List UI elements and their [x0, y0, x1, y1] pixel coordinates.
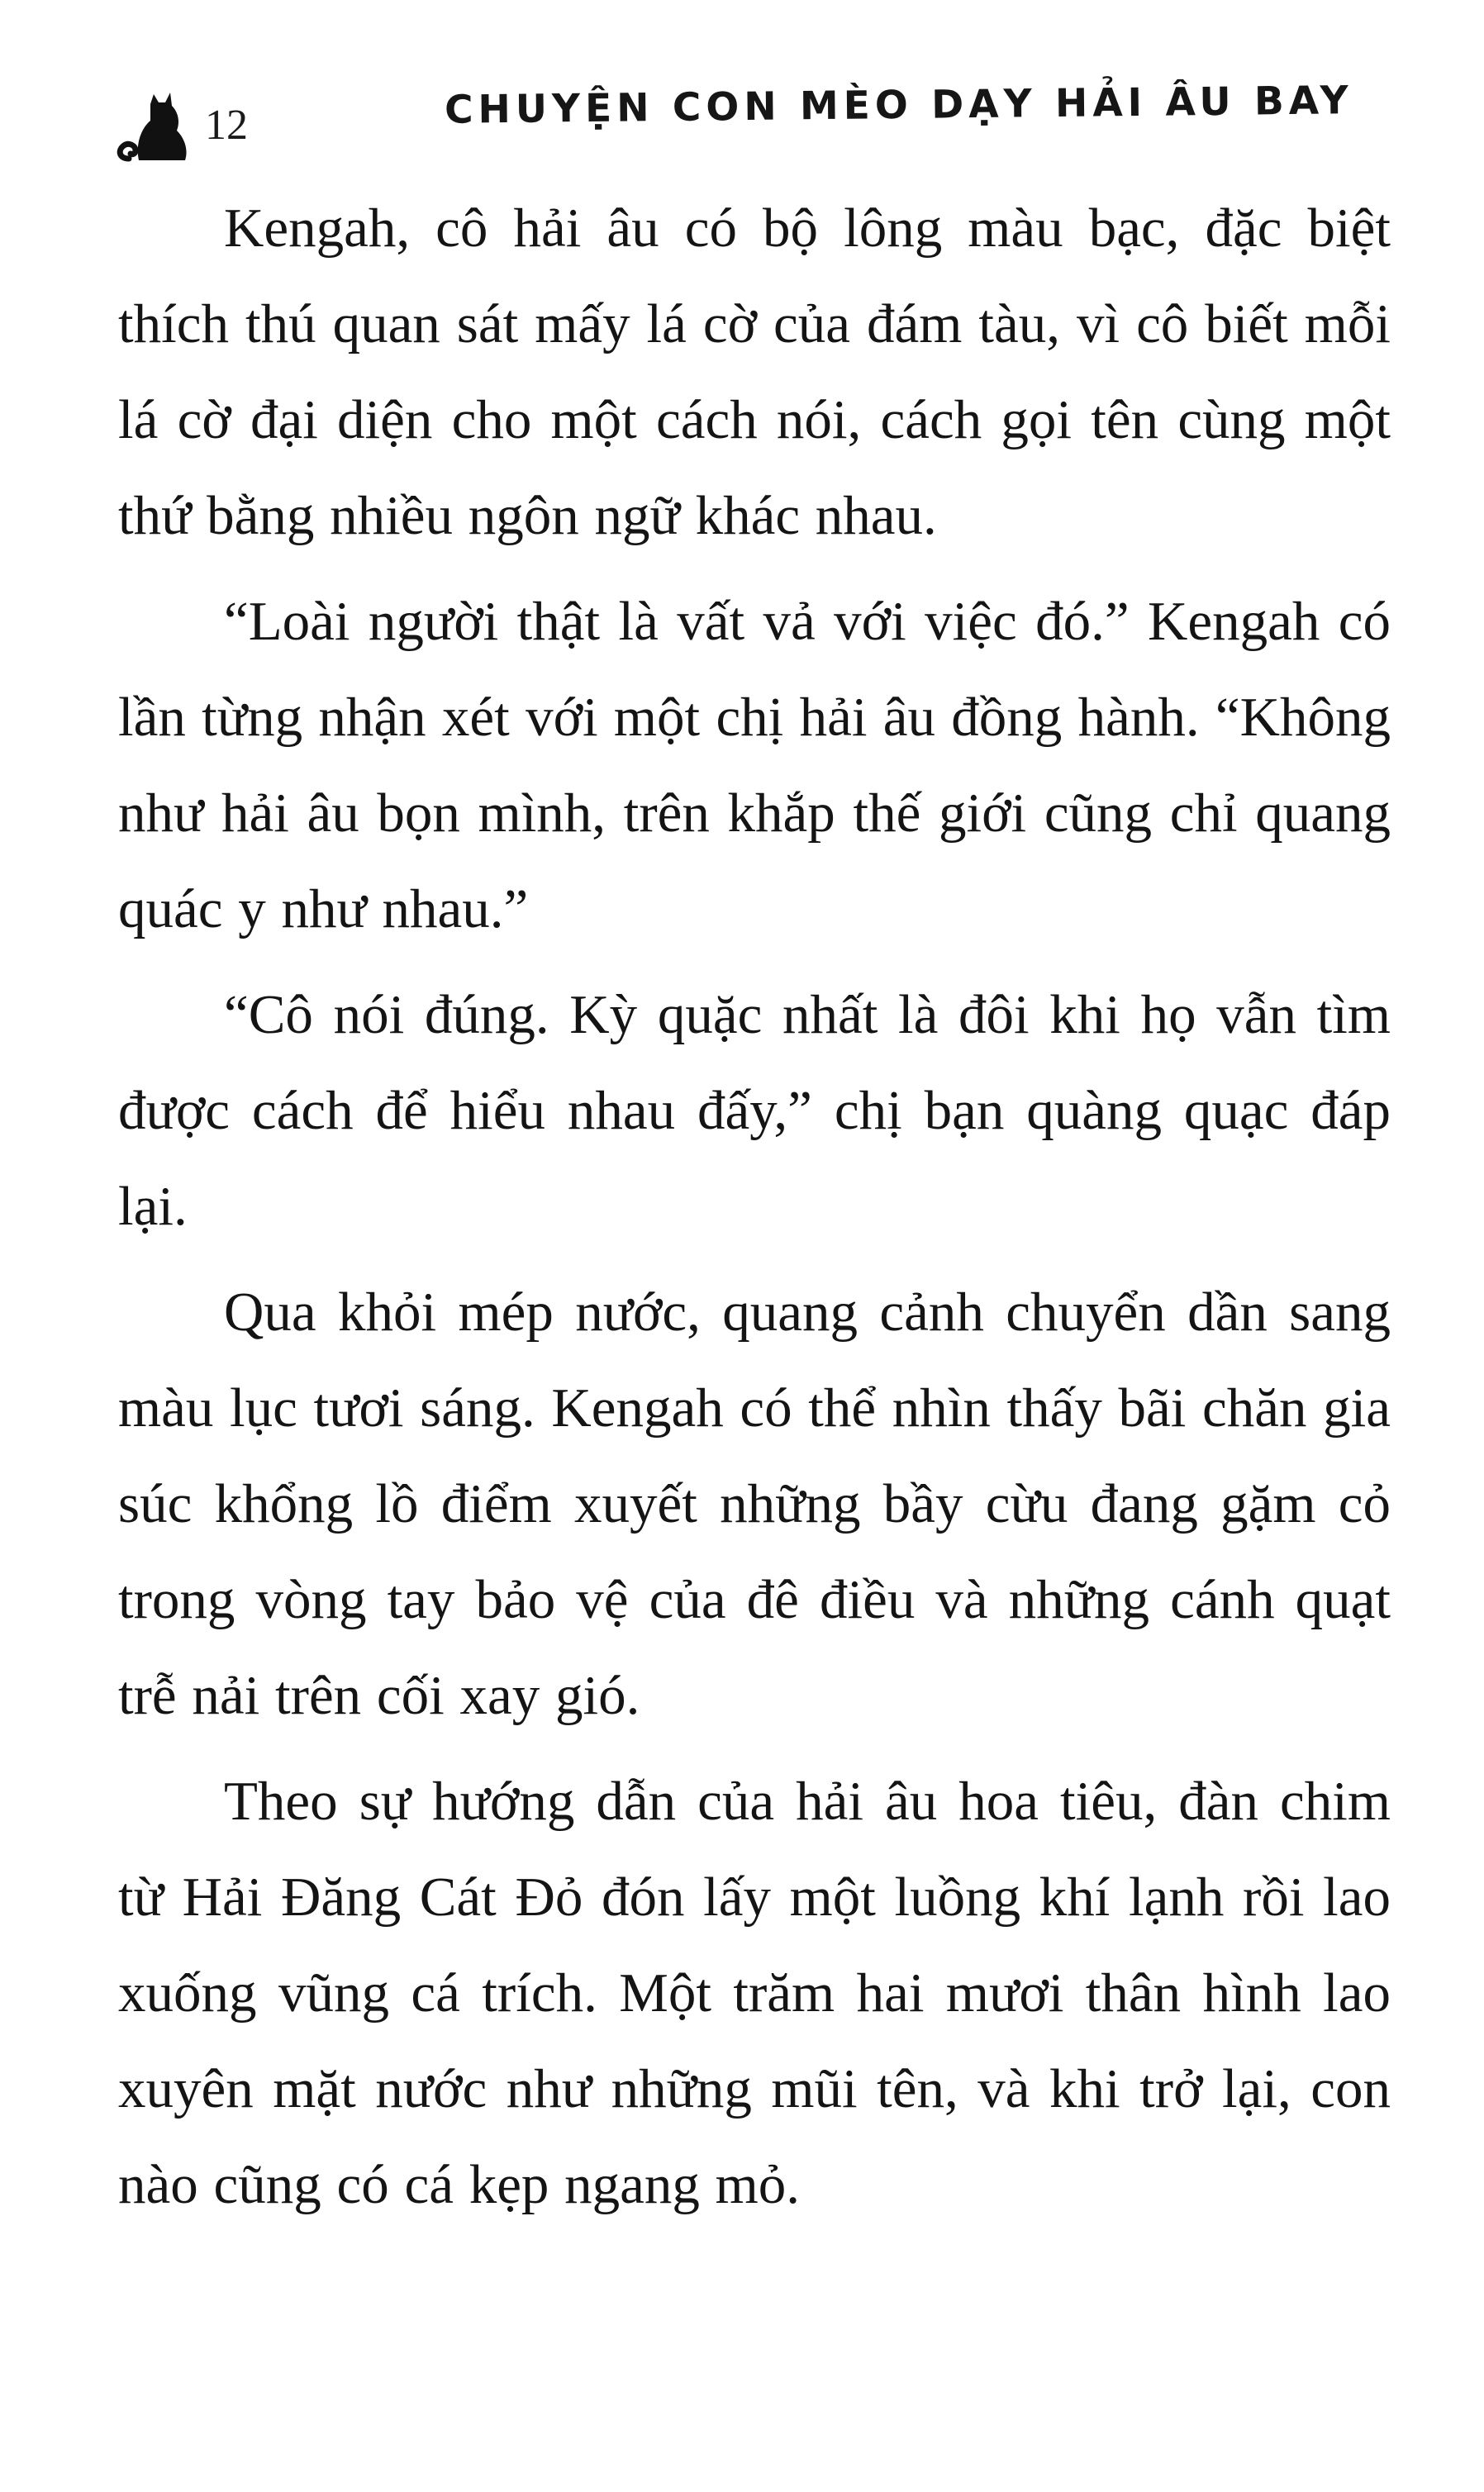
paragraph: “Loài người thật là vất vả với việc đó.” Kengah có lần từng nhận xét với một chị hải âu đồng hành. “Không như hải âu bọn mình, trên khắp thế giới cũng chỉ quang quác y như nhau.”: [118, 591, 1391, 939]
paragraph: Qua khỏi mép nước, quang cảnh chuyển dần sang màu lục tươi sáng. Kengah có thể nhìn thấy bãi chăn gia súc khổng lồ điểm xuyết những bầy cừu đang gặm cỏ trong vòng tay bảo vệ của đê điều và những cánh quạt trễ nải trên cối xay gió.: [118, 1282, 1391, 1726]
page-number: 12: [205, 102, 248, 149]
paragraph: Theo sự hướng dẫn của hải âu hoa tiêu, đàn chim từ Hải Đăng Cát Đỏ đón lấy một luồng khí lạnh rồi lao xuống vũng cá trích. Một trăm hai mươi thân hình lao xuyên mặt nước như những mũi tên, và khi trở lại, con nào cũng có cá kẹp ngang mỏ.: [118, 1771, 1391, 2215]
paragraph: “Cô nói đúng. Kỳ quặc nhất là đôi khi họ vẫn tìm được cách để hiểu nhau đấy,” chị bạn quàng quạc đáp lại.: [118, 984, 1391, 1237]
paragraph: Kengah, cô hải âu có bộ lông màu bạc, đặc biệt thích thú quan sát mấy lá cờ của đám tàu, vì cô biết mỗi lá cờ đại diện cho một cách nói, cách gọi tên cùng một thứ bằng nhiều ngôn ngữ khác nhau.: [118, 197, 1391, 546]
running-title: CHUYỆN CON MÈO DẠY HẢI ÂU BAY: [445, 78, 1354, 133]
cat-silhouette-icon: [114, 79, 197, 162]
page-header: [114, 66, 1370, 165]
body-text: [118, 180, 1391, 2242]
